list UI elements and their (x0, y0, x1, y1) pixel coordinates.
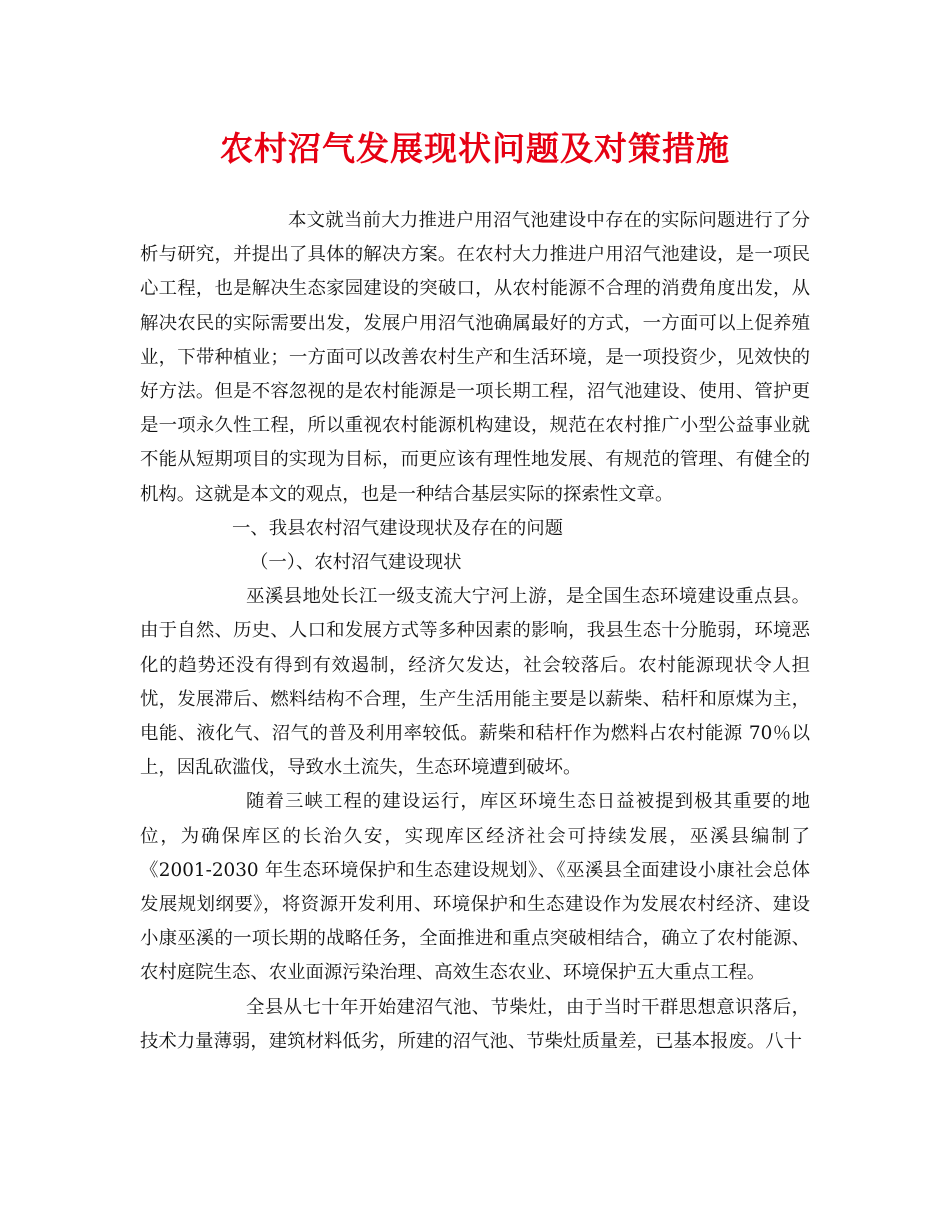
body-paragraph: 随着三峡工程的建设运行，库区环境生态日益被提到极其重要的地位，为确保库区的长治久安，实现库区经济社会可持续发展，巫溪县编制了《2001-2030 年生态环境保护和生态建设规划》、《巫溪县全面建设小康社会总体发展规划纲要》，将资源开发利用、环境保护和生态建设作为发展农村经济、建设小康巫溪的一项长期的战略任务，全面推进和重点突破相结合，确立了农村能源、农村庭院生态、农业面源污染治理、高效生态农业、环境保护五大重点工程。 (140, 791, 810, 984)
body-paragraph: 巫溪县地处长江一级支流大宁河上游，是全国生态环境建设重点县。由于自然、历史、人口和发展方式等多种因素的影响，我县生态十分脆弱，环境恶化的趋势还没有得到有效遏制，经济欠发达，社会较落后。农村能源现状令人担忧，发展滞后、燃料结构不合理，生产生活用能主要是以薪柴、秸杆和原煤为主，电能、液化气、沼气的普及利用率较低。薪柴和秸杆作为燃料占农村能源 70％以上，因乱砍滥伐，导致水土流失，生态环境遭到破坏。 (140, 586, 810, 779)
abstract-paragraph: 本文就当前大力推进户用沼气池建设中存在的实际问题进行了分析与研究，并提出了具体的解决方案。在农村大力推进户用沼气池建设，是一项民心工程，也是解决生态家园建设的突破口，从农村能源不合理的消费角度出发，从解决农民的实际需要出发，发展户用沼气池确属最好的方式，一方面可以上促养殖业，下带种植业；一方面可以改善农村生产和生活环境，是一项投资少，见效快的好方法。但是不容忽视的是农村能源是一项长期工程，沼气池建设、使用、管护更是一项永久性工程，所以重视农村能源机构建设，规范在农村推广小型公益事业就不能从短期项目的实现为目标，而更应该有理性地发展、有规范的管理、有健全的机构。这就是本文的观点，也是一种结合基层实际的探索性文章。 (140, 210, 810, 505)
section-heading: 一、我县农村沼气建设现状及存在的问题 (232, 517, 564, 539)
body-paragraph: 全县从七十年开始建沼气池、节柴灶，由于当时干群思想意识落后，技术力量薄弱，建筑材料低劣，所建的沼气池、节柴灶质量差，已基本报废。八十 (140, 996, 810, 1052)
document-body (140, 204, 810, 1059)
subsection-heading: （一）、农村沼气建设现状 (250, 552, 462, 574)
document-title: 农村沼气发展现状问题及对策措施 (220, 129, 730, 168)
